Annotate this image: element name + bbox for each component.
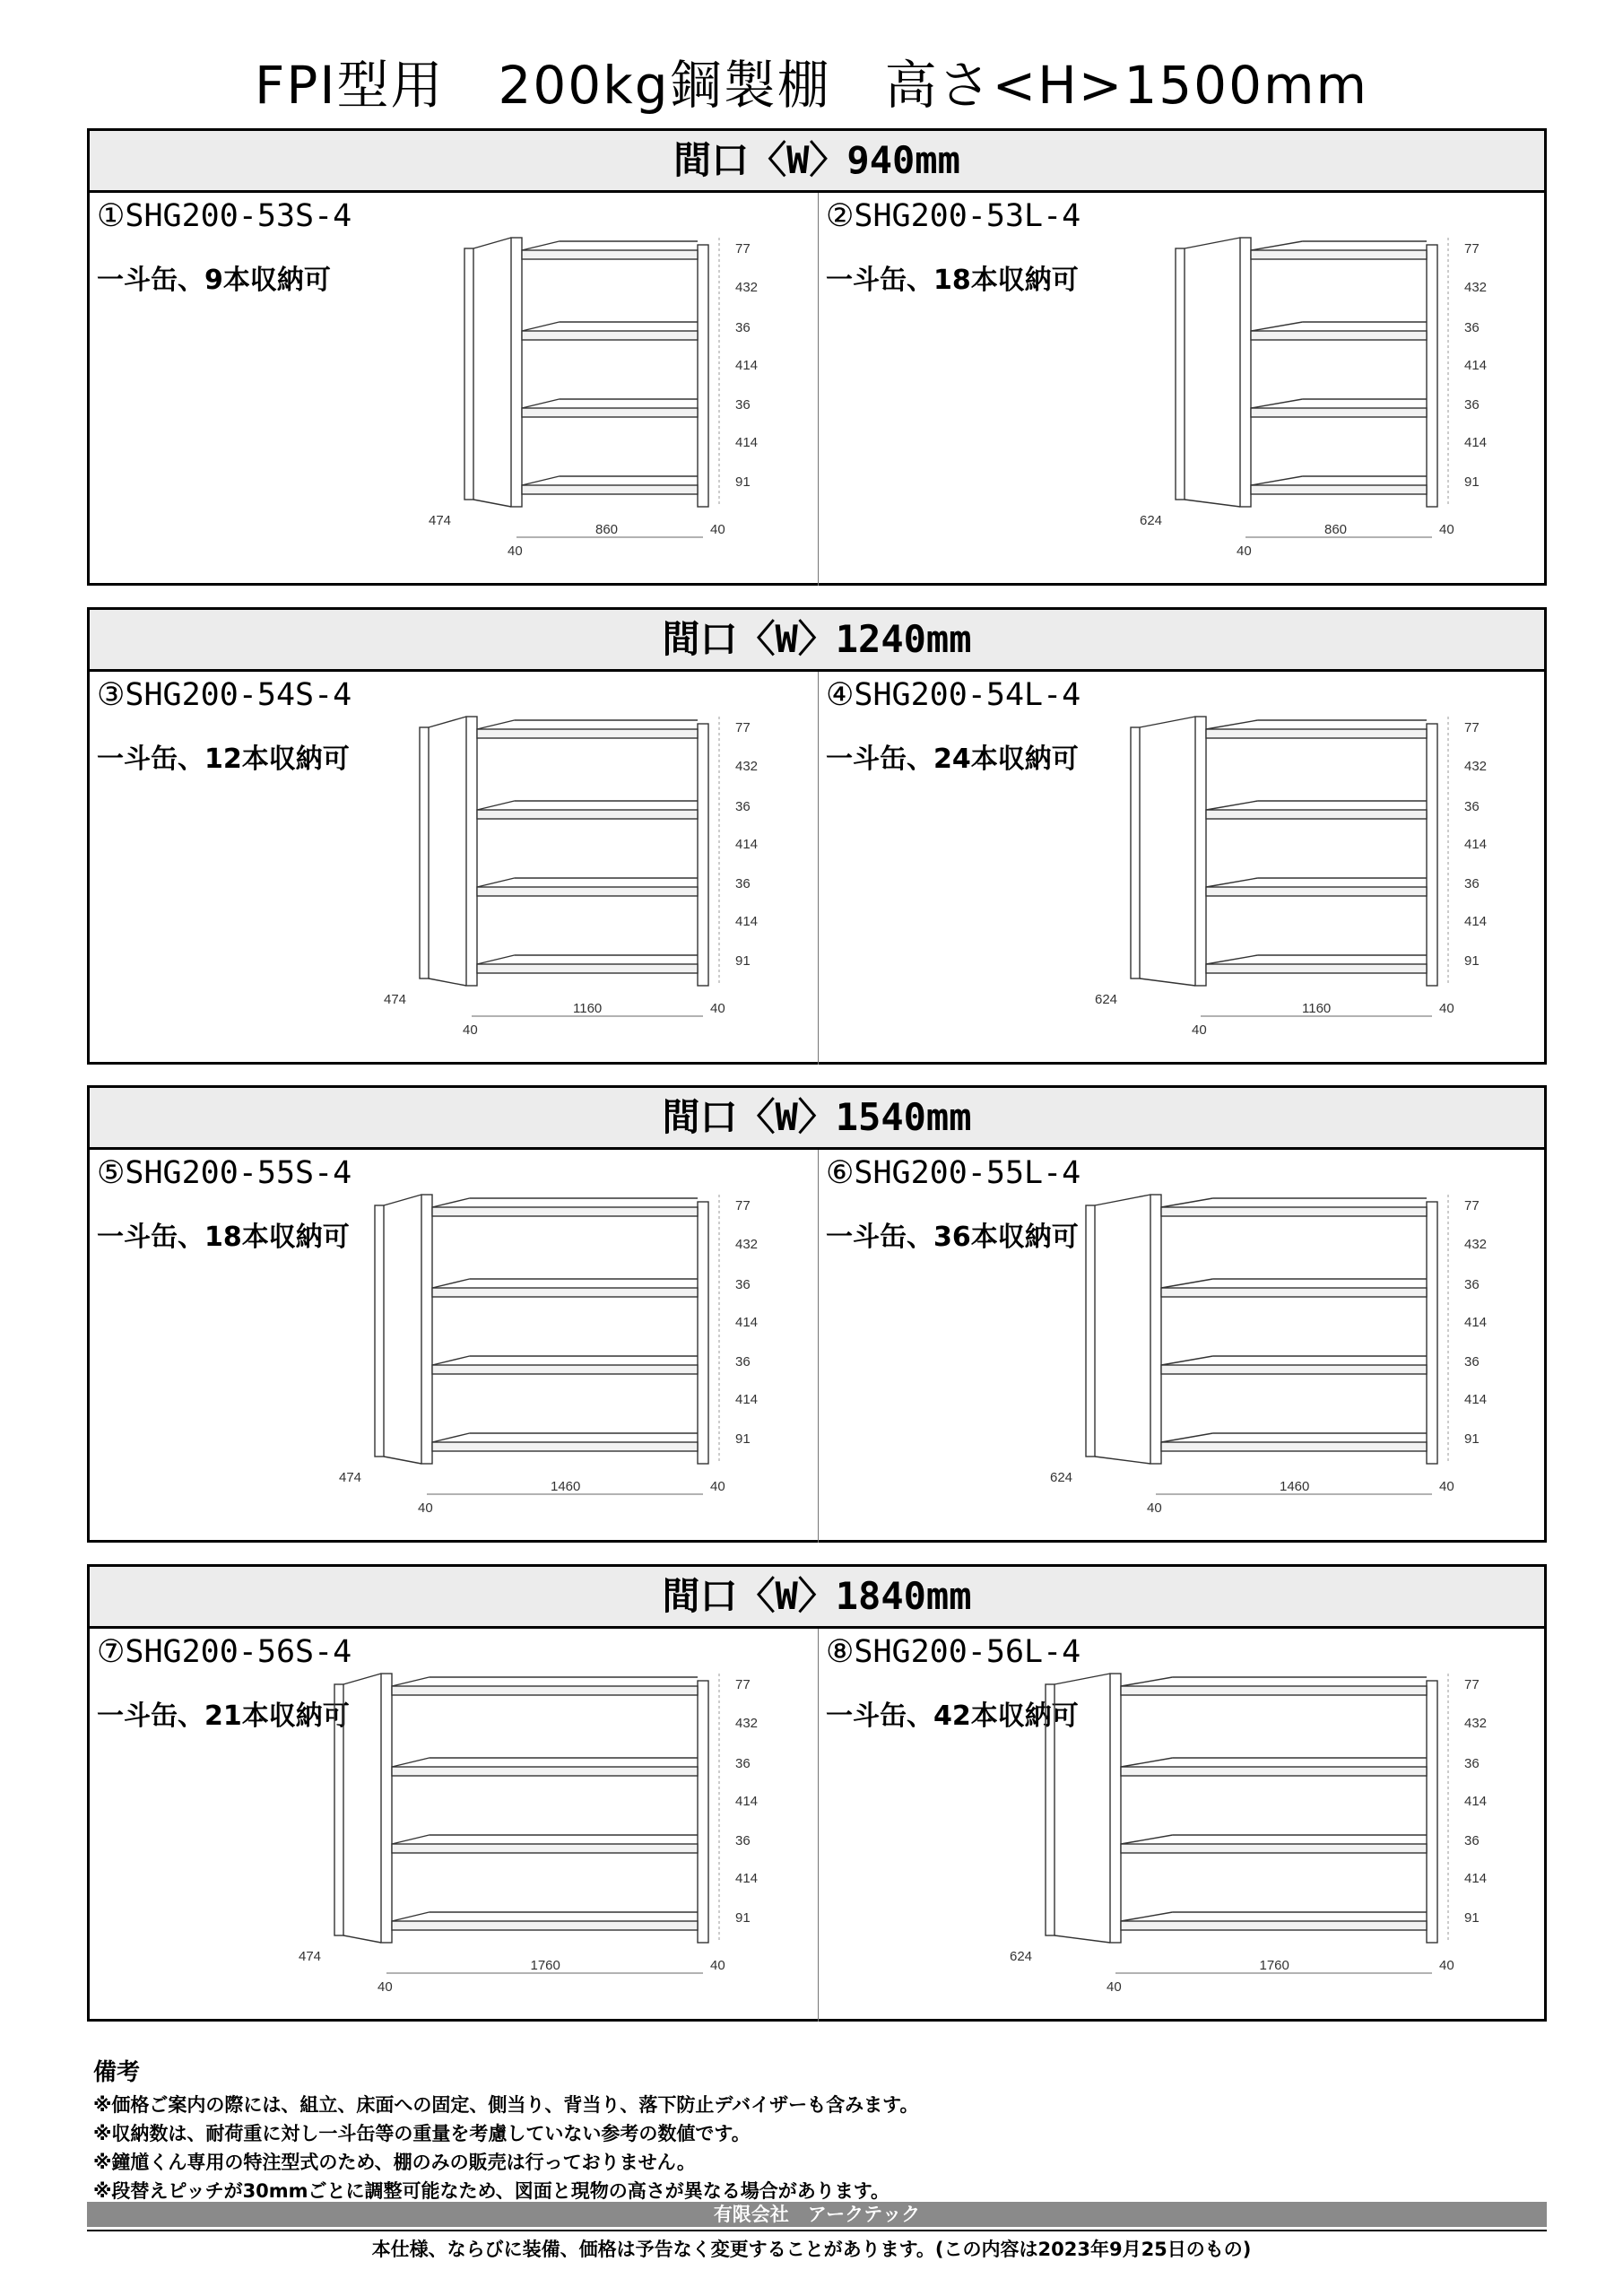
shelf-board (1161, 1288, 1427, 1297)
product-name: ③SHG200-54S-4 (97, 677, 352, 713)
height-dimension-label: 414 (735, 914, 759, 929)
height-dimension-label: 77 (1464, 720, 1480, 735)
shelf-board (1206, 887, 1427, 896)
rear-upright-post (1046, 1684, 1055, 1935)
shelf-board (392, 1686, 698, 1695)
product-capacity: 一斗缶、21本収納可 (97, 1700, 350, 1732)
shelf-board (392, 1767, 698, 1776)
width-dimension-label: 1460 (1280, 1479, 1310, 1494)
shelf-drawing (819, 672, 1547, 1065)
height-dimension-label: 414 (1464, 914, 1488, 929)
height-dimension-label: 36 (735, 799, 751, 814)
height-dimension-label: 36 (1464, 320, 1480, 335)
shelf-board (1161, 1365, 1427, 1374)
remark-item: ※段替えピッチが30mmごとに調整可能なため、図面と現物の高さが異なる場合があります。 (93, 2180, 890, 2202)
product-3 (90, 672, 818, 1065)
height-dimension-label: 36 (735, 1756, 751, 1771)
height-dimension-label: 77 (735, 720, 751, 735)
height-dimension-label: 414 (1464, 1871, 1488, 1886)
product-name: ⑧SHG200-56L-4 (826, 1634, 1081, 1670)
remark-item: ※収納数は、耐荷重に対し一斗缶等の重量を考慮していない参考の数値です。 (93, 2123, 751, 2144)
product-name: ⑥SHG200-55L-4 (826, 1155, 1081, 1191)
depth-dimension-label: 474 (384, 992, 407, 1007)
post-dimension-label: 40 (1107, 1979, 1122, 1995)
product-2 (819, 193, 1547, 586)
width-dimension-label: 860 (595, 522, 619, 537)
rear-upright-post (334, 1684, 343, 1935)
upright-post (1427, 245, 1437, 507)
height-dimension-label: 414 (1464, 1315, 1488, 1330)
upright-post (1427, 1681, 1437, 1943)
height-dimension-label: 91 (1464, 1910, 1480, 1926)
height-dimension-label: 414 (1464, 358, 1488, 373)
product-name: ①SHG200-53S-4 (97, 198, 352, 234)
post-dimension-label: 40 (463, 1022, 478, 1038)
upright-post (511, 238, 522, 507)
product-name: ④SHG200-54L-4 (826, 677, 1081, 713)
product-capacity: 一斗缶、12本収納可 (97, 744, 350, 775)
remarks-title: 備考 (93, 2059, 141, 2086)
product-capacity: 一斗缶、9本収納可 (97, 265, 331, 296)
shelf-drawing (819, 193, 1547, 586)
post-dimension-label: 40 (710, 1001, 725, 1016)
height-dimension-label: 91 (735, 474, 751, 490)
company-name: 有限会社 アークテック (87, 2202, 1547, 2227)
remark-item: ※価格ご案内の際には、組立、床面への固定、側当り、背当り、落下防止デバイザーも含みます。 (93, 2094, 919, 2116)
shelf-board (477, 729, 698, 738)
product-4 (819, 672, 1547, 1065)
height-dimension-label: 36 (1464, 1277, 1480, 1292)
section-w1540 (87, 1085, 1547, 1543)
height-dimension-label: 414 (735, 837, 759, 852)
remark-item: ※鐘馗くん専用の特注型式のため、棚のみの販売は行っておりません。 (93, 2152, 696, 2173)
shelf-drawing (90, 1629, 818, 2022)
height-dimension-label: 91 (735, 953, 751, 969)
width-dimension-label: 1460 (551, 1479, 581, 1494)
shelf-board (1251, 331, 1427, 340)
product-8 (819, 1629, 1547, 2022)
shelf-board (1206, 729, 1427, 738)
height-dimension-label: 432 (735, 1237, 759, 1252)
rear-upright-post (375, 1205, 384, 1457)
height-dimension-label: 77 (1464, 1677, 1480, 1692)
width-dimension-label: 1760 (530, 1958, 560, 1973)
height-dimension-label: 36 (1464, 876, 1480, 891)
upright-post (1150, 1195, 1161, 1464)
post-dimension-label: 40 (710, 1958, 725, 1973)
shelf-drawing (90, 672, 818, 1065)
section-heading: 間口〈W〉940mm (90, 131, 1544, 193)
product-7 (90, 1629, 818, 2022)
shelf-board (392, 1844, 698, 1853)
height-dimension-label: 414 (1464, 435, 1488, 450)
height-dimension-label: 77 (735, 1198, 751, 1213)
height-dimension-label: 91 (735, 1431, 751, 1447)
height-dimension-label: 414 (1464, 837, 1488, 852)
shelf-board (1251, 485, 1427, 494)
depth-dimension-label: 624 (1095, 992, 1118, 1007)
shelf-board (522, 250, 698, 259)
shelf-board (1161, 1442, 1427, 1451)
product-1 (90, 193, 818, 586)
shelf-board (522, 408, 698, 417)
shelf-board (432, 1442, 698, 1451)
post-dimension-label: 40 (1439, 1479, 1454, 1494)
height-dimension-label: 414 (735, 1794, 759, 1809)
width-dimension-label: 860 (1324, 522, 1348, 537)
rear-upright-post (1176, 248, 1185, 500)
product-capacity: 一斗缶、18本収納可 (97, 1222, 350, 1253)
post-dimension-label: 40 (1192, 1022, 1207, 1038)
section-w1240 (87, 607, 1547, 1065)
height-dimension-label: 36 (1464, 799, 1480, 814)
height-dimension-label: 414 (735, 358, 759, 373)
shelf-board (477, 887, 698, 896)
product-name: ②SHG200-53L-4 (826, 198, 1081, 234)
footer-disclaimer: 本仕様、ならびに装備、価格は予告なく変更することがあります。(この内容は2023年9月25日のもの) (371, 2239, 1252, 2260)
height-dimension-label: 36 (735, 876, 751, 891)
page-title: FPI型用 200kg鋼製棚 高さ<H>1500mm (255, 55, 1368, 116)
upright-post (381, 1674, 392, 1943)
post-dimension-label: 40 (1237, 544, 1252, 559)
section-w1840 (87, 1564, 1547, 2022)
shelf-board (477, 810, 698, 819)
height-dimension-label: 36 (735, 1833, 751, 1848)
height-dimension-label: 432 (1464, 280, 1488, 295)
depth-dimension-label: 624 (1010, 1949, 1033, 1964)
product-6 (819, 1150, 1547, 1543)
depth-dimension-label: 474 (339, 1470, 362, 1485)
post-dimension-label: 40 (1439, 1001, 1454, 1016)
post-dimension-label: 40 (1147, 1500, 1162, 1516)
height-dimension-label: 77 (1464, 1198, 1480, 1213)
post-dimension-label: 40 (418, 1500, 433, 1516)
upright-post (421, 1195, 432, 1464)
shelf-board (1251, 408, 1427, 417)
height-dimension-label: 36 (735, 1354, 751, 1370)
upright-post (698, 1681, 708, 1943)
depth-dimension-label: 474 (429, 513, 452, 528)
height-dimension-label: 91 (1464, 474, 1480, 490)
product-name: ⑦SHG200-56S-4 (97, 1634, 352, 1670)
height-dimension-label: 414 (735, 1871, 759, 1886)
upright-post (698, 724, 708, 986)
height-dimension-label: 414 (735, 435, 759, 450)
height-dimension-label: 36 (735, 1277, 751, 1292)
remarks (93, 2054, 918, 2205)
height-dimension-label: 36 (735, 320, 751, 335)
shelf-board (432, 1365, 698, 1374)
product-capacity: 一斗缶、36本収納可 (826, 1222, 1079, 1253)
height-dimension-label: 36 (1464, 1354, 1480, 1370)
shelf-drawing (819, 1629, 1547, 2022)
upright-post (466, 717, 477, 986)
shelf-drawing (90, 1150, 818, 1543)
shelf-board (477, 964, 698, 973)
rear-upright-post (1131, 727, 1140, 978)
upright-post (1427, 724, 1437, 986)
height-dimension-label: 414 (1464, 1392, 1488, 1407)
shelf-board (1121, 1921, 1427, 1930)
height-dimension-label: 36 (1464, 397, 1480, 413)
height-dimension-label: 432 (735, 759, 759, 774)
shelf-board (432, 1288, 698, 1297)
post-dimension-label: 40 (710, 1479, 725, 1494)
shelf-board (522, 331, 698, 340)
height-dimension-label: 432 (735, 1716, 759, 1731)
post-dimension-label: 40 (378, 1979, 393, 1995)
depth-dimension-label: 474 (299, 1949, 322, 1964)
section-heading: 間口〈W〉1540mm (90, 1088, 1544, 1150)
height-dimension-label: 91 (1464, 953, 1480, 969)
height-dimension-label: 91 (735, 1910, 751, 1926)
shelf-board (1251, 250, 1427, 259)
shelf-board (1206, 810, 1427, 819)
height-dimension-label: 36 (1464, 1756, 1480, 1771)
upright-post (1240, 238, 1251, 507)
product-capacity: 一斗缶、18本収納可 (826, 265, 1079, 296)
section-heading: 間口〈W〉1240mm (90, 610, 1544, 672)
width-dimension-label: 1160 (573, 1001, 603, 1016)
height-dimension-label: 77 (1464, 241, 1480, 257)
height-dimension-label: 414 (735, 1315, 759, 1330)
divider (87, 2230, 1547, 2231)
post-dimension-label: 40 (508, 544, 523, 559)
height-dimension-label: 414 (735, 1392, 759, 1407)
shelf-board (1206, 964, 1427, 973)
shelf-board (1121, 1767, 1427, 1776)
rear-upright-post (464, 248, 473, 500)
product-5 (90, 1150, 818, 1543)
product-capacity: 一斗缶、24本収納可 (826, 744, 1079, 775)
post-dimension-label: 40 (710, 522, 725, 537)
height-dimension-label: 432 (1464, 759, 1488, 774)
upright-post (698, 1202, 708, 1464)
width-dimension-label: 1160 (1302, 1001, 1332, 1016)
upright-post (698, 245, 708, 507)
upright-post (1195, 717, 1206, 986)
shelf-drawing (90, 193, 818, 586)
height-dimension-label: 77 (735, 241, 751, 257)
section-heading: 間口〈W〉1840mm (90, 1567, 1544, 1629)
post-dimension-label: 40 (1439, 522, 1454, 537)
shelf-board (392, 1921, 698, 1930)
width-dimension-label: 1760 (1259, 1958, 1289, 1973)
post-dimension-label: 40 (1439, 1958, 1454, 1973)
shelf-drawing (819, 1150, 1547, 1543)
height-dimension-label: 91 (1464, 1431, 1480, 1447)
depth-dimension-label: 624 (1050, 1470, 1073, 1485)
height-dimension-label: 36 (1464, 1833, 1480, 1848)
shelf-board (1161, 1207, 1427, 1216)
height-dimension-label: 432 (735, 280, 759, 295)
product-capacity: 一斗缶、42本収納可 (826, 1700, 1079, 1732)
shelf-board (1121, 1686, 1427, 1695)
height-dimension-label: 432 (1464, 1716, 1488, 1731)
depth-dimension-label: 624 (1140, 513, 1163, 528)
height-dimension-label: 36 (735, 397, 751, 413)
rear-upright-post (420, 727, 429, 978)
shelf-board (522, 485, 698, 494)
upright-post (1110, 1674, 1121, 1943)
height-dimension-label: 77 (735, 1677, 751, 1692)
product-name: ⑤SHG200-55S-4 (97, 1155, 352, 1191)
height-dimension-label: 414 (1464, 1794, 1488, 1809)
height-dimension-label: 432 (1464, 1237, 1488, 1252)
rear-upright-post (1086, 1205, 1095, 1457)
upright-post (1427, 1202, 1437, 1464)
shelf-board (1121, 1844, 1427, 1853)
section-w940 (87, 128, 1547, 586)
shelf-board (432, 1207, 698, 1216)
